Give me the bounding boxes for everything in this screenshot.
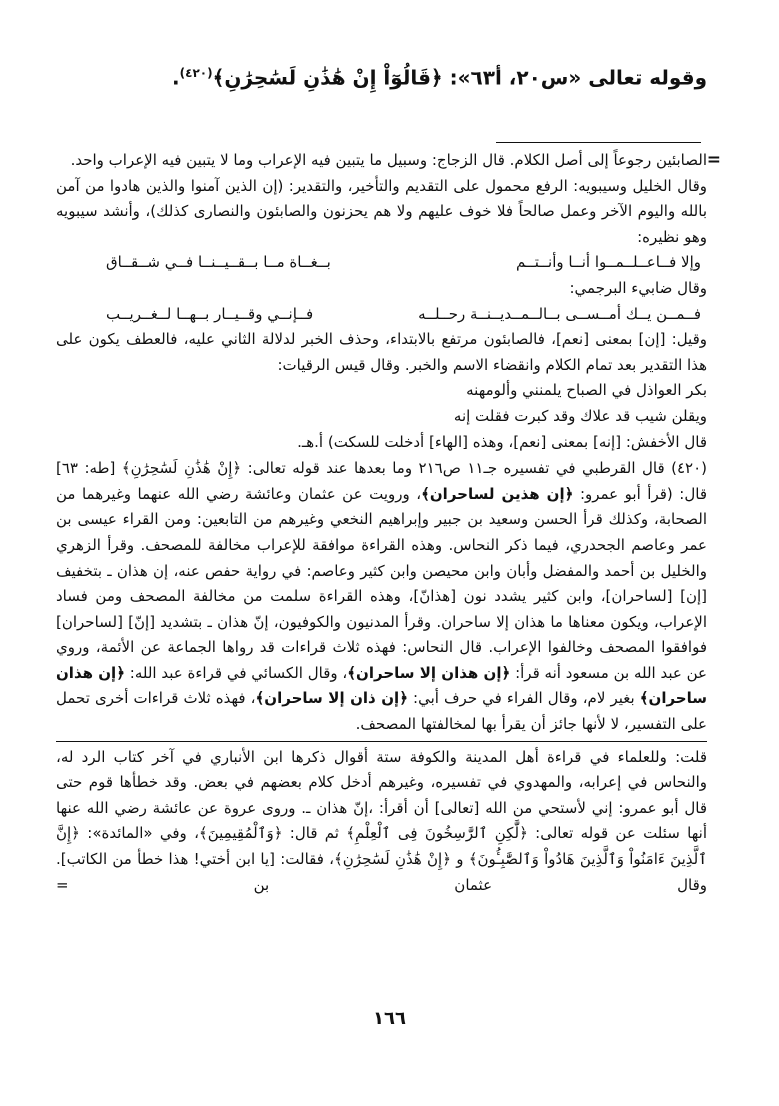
reading-4: ﴿إن ذان إلا ساحران﴾ [255, 689, 408, 708]
verse-2-second-hemistich: فــإنــي وقــيــار بــهــا لــغــريــب [106, 304, 314, 323]
footnote-continued-para-2: وقال الخليل وسيبويه: الرفع محمول على التقديم والتأخير، والتقدير: (إن الذين آمنوا والذين هادوا من آمن بالله واليوم الآخر وعمل صالحاً فلا خوف عليهم ولا هم يحزنون والصابئون والنصارى كذلك)، وأنشد سيبويه وهو نظيره: [56, 176, 707, 246]
footnote-continued-para-1: الصابئين رجوعاً إلى أصل الكلام. قال الزجاج: وسبيل ما يتبين فيه الإعراب وما لا يتبين فيه الإعراب واحد. [70, 151, 707, 169]
inner-divider [56, 741, 707, 742]
poetry-verse-2 [56, 302, 707, 328]
main-text: وقوله تعالى «س٢٠، أ٦٣»: ﴿قَالُوٓاْ إِنْ هَٰذَٰنِ لَسَٰحِرَٰنِ﴾ [212, 65, 707, 90]
footnote-420 [56, 456, 707, 738]
poetry-line-3a: بكر العواذل في الصباح يلمنني وألومهنه [466, 381, 707, 400]
reading-3: ﴿إن هذان ساحران﴾ [56, 663, 707, 708]
verse-1-second-hemistich: بــغــاة مــا بــقــيــنــا فــي شــقــاق [106, 253, 331, 272]
footnotes [56, 148, 707, 898]
footnote-420-text-2: ، ورويت عن عثمان وعائشة رضي الله عنهما وغيرهما من الصحابة، وكذلك قرأ الحسن وسعيد بن جبير وإبراهيم النخعي وغيرهم من التابعين: ومن القراء عيسى بن عمر وعاصم الجحدري، فيما ذكر النحاس. وهذه القراءة موافقة للإعراب مخالفة للمصحف. وقرأ الزهري والخليل بن أحمد والمفضل وأبان وابن محيصن وابن كثير وعاصم: في رواية حفص عنه، إن هذان ـ بتخفيف [إن] [لساحران]، وابن كثير يشدد نون [هذانّ]، وهذه القراءة سلمت من مخالفة المصحف ومن فساد الإعراب، ويكون معناها ما هذان إلا ساحران. وقرأ المدنيون والكوفيون، إنّ هذان ـ بتشديد [إنّ] [لساحران] فوافقوا المصحف وخالفوا الإعراب. قال النحاس: فهذه ثلاث قراءات قد رواها الجماعة عن الأئمة، وروي عن عبد الله بن مسعود أنه قرأ: [56, 484, 708, 682]
reading-2: ﴿إن هذان إلا ساحران﴾ [347, 663, 511, 682]
verse-2-first-hemistich: فــمــن يــك أمــســى بــالــمــديــنــة رحــلــه [418, 304, 701, 323]
reading-1: ﴿إن هذين لساحران﴾ [421, 484, 574, 503]
main-text-line [90, 58, 707, 93]
footnote-ref-420[interactable]: (٤٢٠) [179, 66, 213, 80]
akhfash-quote: قال الأخفش: [إنه] بمعنى [نعم]، وهذه [الهاء] أدخلت للسكت) أ.هـ. [297, 432, 707, 451]
main-text-end: . [172, 65, 180, 90]
footnote-continued-para-3: وقيل: [إن] بمعنى [نعم]، فالصابئون مرتفع بالابتداء، وحذف الخبر لدلالة الثاني عليه، فالعطف يكون على هذا التقدير بعد تمام الكلام وانقضاء الاسم والخبر. وقال قيس الرقيات: [56, 330, 707, 374]
page-number: ١٦٦ [373, 1008, 406, 1029]
footnote-420-number: (٤٢٠) [671, 459, 707, 478]
footnote-420-comment: قلت: وللعلماء في قراءة أهل المدينة والكوفة ستة أقوال ذكرها ابن الأنباري في آخر كتاب الرد له، والنحاس في إعرابه، والمهدوي في تفسيره، وغيرهم أدخل كلام بعضهم في بعض. وقد خطأها قوم حتى قال أبو عمرو: إني لأستحي من الله [تعالى] أن أقرأ: ،إنّ هذان ـ. وروى عروة عن عائشة رضي الله عنها أنها سئلت عن قوله تعالى: ﴿لَّٰكِنِ ٱلرَّٰسِخُونَ فِى ٱلْعِلْمِ﴾ ثم قال: ﴿وَٱلْمُقِيمِينَ﴾، وفي «المائدة»: ﴿إِنَّ ٱلَّذِينَ ءَامَنُواْ وَٱلَّذِينَ هَادُواْ وَٱلصَّٰبِـُٔونَ﴾ و ﴿إِنْ هَٰذَٰنِ لَسَٰحِرَٰنِ﴾، فقالت: [يا ابن أختي! هذا خطأ من الكاتب]. وقال عثمان بن = [56, 747, 707, 894]
continuation-mark: = [706, 150, 721, 170]
footnote-420-text-4: بغير لام، وقال الفراء في حرف أبي: [407, 689, 640, 708]
poet-attribution: وقال ضابيء البرجمي: [569, 278, 707, 297]
footnote-separator [496, 142, 701, 143]
footnote-420-text-3: ، وقال الكسائي في قراءة عبد الله: [125, 663, 348, 682]
footnote-420-text-5: ، فهذه ثلاث قراءات أخرى تحمل على التفسير، لا لأنها جائز أن يقرأ بها لمخالفتها المصحف. [56, 689, 707, 734]
poetry-verse-1 [56, 250, 707, 276]
verse-1-first-hemistich: وإلا فــاعــلــمــوا أنــا وأنــتــم [515, 253, 701, 272]
poetry-line-3b: ويقلن شيب قد علاك وقد كبرت فقلت إنه [453, 406, 707, 425]
footnote-420-text-1: قال القرطبي في تفسيره جـ١١ ص٢١٦ وما بعدها عند قوله تعالى: ﴿إِنْ هَٰذَٰنِ لَسَٰحِرَٰنِ﴾ [طه: ٦٣] قال: (قرأ أبو عمرو: [56, 459, 707, 503]
